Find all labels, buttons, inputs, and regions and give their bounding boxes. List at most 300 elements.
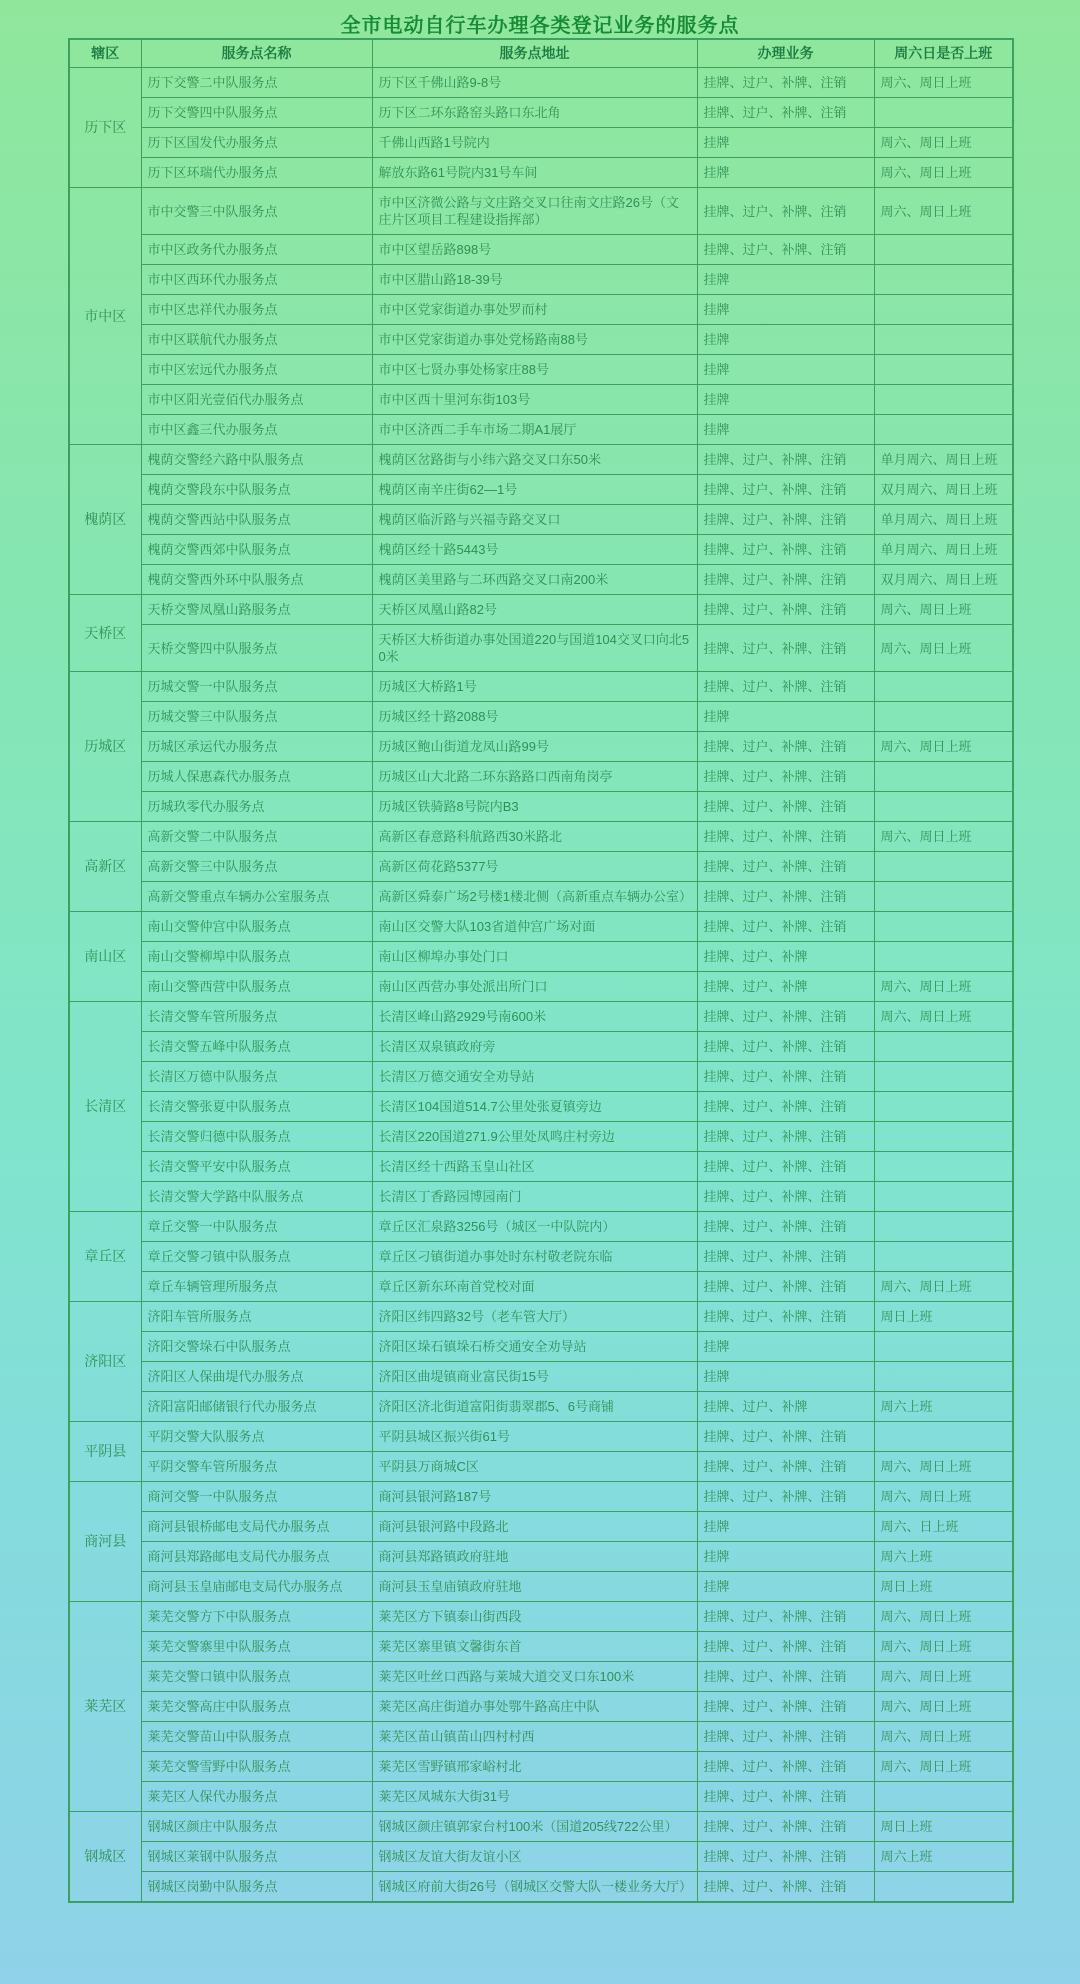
- services-cell: 挂牌、过户、补牌、注销: [697, 882, 874, 912]
- weekend-cell: 双月周六、周日上班: [874, 565, 1013, 595]
- weekend-cell: 周六、周日上班: [874, 1632, 1013, 1662]
- address-cell: 高新区荷花路5377号: [372, 852, 697, 882]
- table-row: [69, 852, 1013, 882]
- weekend-cell: 周六上班: [874, 1842, 1013, 1872]
- services-cell: 挂牌、过户、补牌、注销: [697, 1752, 874, 1782]
- district-cell: 长清区: [69, 1002, 141, 1212]
- service-name-cell: 长清交警五峰中队服务点: [141, 1032, 372, 1062]
- service-name-cell: 历城交警三中队服务点: [141, 702, 372, 732]
- service-name-cell: 章丘交警一中队服务点: [141, 1212, 372, 1242]
- table-row: [69, 1242, 1013, 1272]
- service-name-cell: 历下区环瑞代办服务点: [141, 158, 372, 188]
- service-name-cell: 济阳交警垛石中队服务点: [141, 1332, 372, 1362]
- weekend-cell: 周六、周日上班: [874, 158, 1013, 188]
- service-table-body: [69, 68, 1013, 1903]
- address-cell: 莱芜区寨里镇文馨街东首: [372, 1632, 697, 1662]
- table-row: [69, 1842, 1013, 1872]
- service-name-cell: 市中区忠祥代办服务点: [141, 295, 372, 325]
- services-cell: 挂牌、过户、补牌、注销: [697, 445, 874, 475]
- address-cell: 钢城区颜庄镇郭家台村100米（国道205线722公里）: [372, 1812, 697, 1842]
- address-cell: 市中区腊山路18-39号: [372, 265, 697, 295]
- header-services: 办理业务: [697, 39, 874, 68]
- address-cell: 历城区铁骑路8号院内B3: [372, 792, 697, 822]
- table-row: [69, 702, 1013, 732]
- service-name-cell: 莱芜交警雪野中队服务点: [141, 1752, 372, 1782]
- address-cell: 南山区西营办事处派出所门口: [372, 972, 697, 1002]
- weekend-cell: [874, 295, 1013, 325]
- address-cell: 历城区山大北路二环东路路口西南角岗亭: [372, 762, 697, 792]
- services-cell: 挂牌: [697, 325, 874, 355]
- services-cell: 挂牌、过户、补牌、注销: [697, 1782, 874, 1812]
- services-cell: 挂牌: [697, 702, 874, 732]
- services-cell: 挂牌、过户、补牌、注销: [697, 792, 874, 822]
- service-name-cell: 槐荫交警西郊中队服务点: [141, 535, 372, 565]
- table-row: [69, 475, 1013, 505]
- table-row: [69, 325, 1013, 355]
- address-cell: 天桥区凤凰山路82号: [372, 595, 697, 625]
- table-row: [69, 1812, 1013, 1842]
- service-name-cell: 历城交警一中队服务点: [141, 672, 372, 702]
- table-row: [69, 1122, 1013, 1152]
- weekend-cell: [874, 942, 1013, 972]
- weekend-cell: 双月周六、周日上班: [874, 475, 1013, 505]
- address-cell: 槐荫区美里路与二环西路交叉口南200米: [372, 565, 697, 595]
- table-row: [69, 1212, 1013, 1242]
- service-name-cell: 钢城区莱钢中队服务点: [141, 1842, 372, 1872]
- weekend-cell: 周六、周日上班: [874, 1452, 1013, 1482]
- service-name-cell: 长清交警归德中队服务点: [141, 1122, 372, 1152]
- weekend-cell: 单月周六、周日上班: [874, 535, 1013, 565]
- service-name-cell: 天桥交警四中队服务点: [141, 625, 372, 672]
- service-name-cell: 莱芜交警苗山中队服务点: [141, 1722, 372, 1752]
- service-points-table: [68, 38, 1014, 1903]
- table-row: [69, 1062, 1013, 1092]
- services-cell: 挂牌、过户、补牌、注销: [697, 565, 874, 595]
- table-row: [69, 1092, 1013, 1122]
- service-name-cell: 章丘车辆管理所服务点: [141, 1272, 372, 1302]
- service-name-cell: 高新交警三中队服务点: [141, 852, 372, 882]
- address-cell: 莱芜区凤城东大街31号: [372, 1782, 697, 1812]
- service-name-cell: 商河县郑路邮电支局代办服务点: [141, 1542, 372, 1572]
- service-name-cell: 历下区国发代办服务点: [141, 128, 372, 158]
- services-cell: 挂牌、过户、补牌、注销: [697, 1182, 874, 1212]
- address-cell: 南山区柳埠办事处门口: [372, 942, 697, 972]
- address-cell: 长清区104国道514.7公里处张夏镇旁边: [372, 1092, 697, 1122]
- services-cell: 挂牌: [697, 355, 874, 385]
- weekend-cell: [874, 415, 1013, 445]
- service-name-cell: 历城区承运代办服务点: [141, 732, 372, 762]
- table-row: [69, 1782, 1013, 1812]
- services-cell: 挂牌、过户、补牌、注销: [697, 1602, 874, 1632]
- weekend-cell: [874, 1332, 1013, 1362]
- table-row: [69, 565, 1013, 595]
- weekend-cell: [874, 1122, 1013, 1152]
- weekend-cell: 周六、周日上班: [874, 625, 1013, 672]
- address-cell: 长清区220国道271.9公里处凤鸣庄村旁边: [372, 1122, 697, 1152]
- address-cell: 历城区大桥路1号: [372, 672, 697, 702]
- service-name-cell: 历下交警四中队服务点: [141, 98, 372, 128]
- table-row: [69, 1182, 1013, 1212]
- service-name-cell: 历下交警二中队服务点: [141, 68, 372, 98]
- services-cell: 挂牌、过户、补牌、注销: [697, 1302, 874, 1332]
- weekend-cell: 周六、周日上班: [874, 1482, 1013, 1512]
- services-cell: 挂牌、过户、补牌: [697, 1392, 874, 1422]
- address-cell: 商河县银河路187号: [372, 1482, 697, 1512]
- weekend-cell: [874, 852, 1013, 882]
- services-cell: 挂牌、过户、补牌、注销: [697, 595, 874, 625]
- address-cell: 济阳区垛石镇垛石桥交通安全劝导站: [372, 1332, 697, 1362]
- services-cell: 挂牌、过户、补牌、注销: [697, 732, 874, 762]
- weekend-cell: 单月周六、周日上班: [874, 505, 1013, 535]
- services-cell: 挂牌、过户、补牌、注销: [697, 68, 874, 98]
- weekend-cell: [874, 325, 1013, 355]
- service-name-cell: 天桥交警凤凰山路服务点: [141, 595, 372, 625]
- service-name-cell: 济阳富阳邮储银行代办服务点: [141, 1392, 372, 1422]
- services-cell: 挂牌、过户、补牌、注销: [697, 1242, 874, 1272]
- address-cell: 章丘区新东环南首党校对面: [372, 1272, 697, 1302]
- service-name-cell: 市中区政务代办服务点: [141, 235, 372, 265]
- weekend-cell: [874, 1422, 1013, 1452]
- address-cell: 莱芜区吐丝口西路与莱城大道交叉口东100米: [372, 1662, 697, 1692]
- address-cell: 平阴县万商城C区: [372, 1452, 697, 1482]
- weekend-cell: [874, 762, 1013, 792]
- service-name-cell: 市中交警三中队服务点: [141, 188, 372, 235]
- service-name-cell: 莱芜交警方下中队服务点: [141, 1602, 372, 1632]
- weekend-cell: [874, 672, 1013, 702]
- services-cell: 挂牌、过户、补牌、注销: [697, 1812, 874, 1842]
- table-row: [69, 505, 1013, 535]
- weekend-cell: 周六、周日上班: [874, 822, 1013, 852]
- table-row: [69, 972, 1013, 1002]
- table-row: [69, 1602, 1013, 1632]
- address-cell: 长清区峰山路2929号南600米: [372, 1002, 697, 1032]
- weekend-cell: [874, 1782, 1013, 1812]
- services-cell: 挂牌、过户、补牌、注销: [697, 822, 874, 852]
- header-weekend: 周六日是否上班: [874, 39, 1013, 68]
- table-row: [69, 1692, 1013, 1722]
- service-name-cell: 莱芜交警寨里中队服务点: [141, 1632, 372, 1662]
- address-cell: 平阴县城区振兴街61号: [372, 1422, 697, 1452]
- district-cell: 商河县: [69, 1482, 141, 1602]
- weekend-cell: [874, 1062, 1013, 1092]
- weekend-cell: [874, 1242, 1013, 1272]
- weekend-cell: [874, 1182, 1013, 1212]
- services-cell: 挂牌: [697, 295, 874, 325]
- service-name-cell: 市中区阳光壹佰代办服务点: [141, 385, 372, 415]
- district-cell: 天桥区: [69, 595, 141, 672]
- address-cell: 槐荫区临沂路与兴福寺路交叉口: [372, 505, 697, 535]
- weekend-cell: [874, 1092, 1013, 1122]
- services-cell: 挂牌: [697, 265, 874, 295]
- address-cell: 莱芜区苗山镇苗山四村村西: [372, 1722, 697, 1752]
- district-cell: 济阳区: [69, 1302, 141, 1422]
- table-row: [69, 912, 1013, 942]
- table-row: [69, 882, 1013, 912]
- services-cell: 挂牌、过户、补牌、注销: [697, 1692, 874, 1722]
- weekend-cell: 周六、周日上班: [874, 128, 1013, 158]
- table-row: [69, 265, 1013, 295]
- services-cell: 挂牌、过户、补牌、注销: [697, 235, 874, 265]
- service-name-cell: 长清交警平安中队服务点: [141, 1152, 372, 1182]
- services-cell: 挂牌、过户、补牌、注销: [697, 1032, 874, 1062]
- table-header-row: [69, 39, 1013, 68]
- service-name-cell: 商河交警一中队服务点: [141, 1482, 372, 1512]
- weekend-cell: [874, 912, 1013, 942]
- weekend-cell: 周六、周日上班: [874, 188, 1013, 235]
- services-cell: 挂牌: [697, 385, 874, 415]
- weekend-cell: [874, 702, 1013, 732]
- table-row: [69, 672, 1013, 702]
- table-row: [69, 1392, 1013, 1422]
- services-cell: 挂牌、过户、补牌、注销: [697, 1632, 874, 1662]
- table-row: [69, 595, 1013, 625]
- services-cell: 挂牌: [697, 128, 874, 158]
- service-name-cell: 长清交警车管所服务点: [141, 1002, 372, 1032]
- address-cell: 高新区春意路科航路西30米路北: [372, 822, 697, 852]
- services-cell: 挂牌、过户、补牌、注销: [697, 535, 874, 565]
- district-cell: 市中区: [69, 188, 141, 445]
- address-cell: 历城区鲍山街道龙凤山路99号: [372, 732, 697, 762]
- service-name-cell: 市中区联航代办服务点: [141, 325, 372, 355]
- address-cell: 长清区万德交通安全劝导站: [372, 1062, 697, 1092]
- weekend-cell: 周六上班: [874, 1392, 1013, 1422]
- table-row: [69, 68, 1013, 98]
- district-cell: 章丘区: [69, 1212, 141, 1302]
- weekend-cell: 周六、周日上班: [874, 972, 1013, 1002]
- page-title: 全市电动自行车办理各类登记业务的服务点: [340, 15, 740, 37]
- address-cell: 解放东路61号院内31号车间: [372, 158, 697, 188]
- service-name-cell: 槐荫交警西外环中队服务点: [141, 565, 372, 595]
- services-cell: 挂牌: [697, 1512, 874, 1542]
- services-cell: 挂牌: [697, 1572, 874, 1602]
- table-row: [69, 1362, 1013, 1392]
- weekend-cell: 单月周六、周日上班: [874, 445, 1013, 475]
- address-cell: 商河县银河路中段路北: [372, 1512, 697, 1542]
- table-row: [69, 762, 1013, 792]
- weekend-cell: [874, 98, 1013, 128]
- services-cell: 挂牌、过户、补牌、注销: [697, 1002, 874, 1032]
- service-name-cell: 钢城区颜庄中队服务点: [141, 1812, 372, 1842]
- services-cell: 挂牌、过户、补牌、注销: [697, 1842, 874, 1872]
- address-cell: 天桥区大桥街道办事处国道220与国道104交叉口向北50米: [372, 625, 697, 672]
- weekend-cell: [874, 1872, 1013, 1903]
- services-cell: 挂牌、过户、补牌、注销: [697, 98, 874, 128]
- services-cell: 挂牌、过户、补牌、注销: [697, 1872, 874, 1903]
- services-cell: 挂牌、过户、补牌、注销: [697, 188, 874, 235]
- weekend-cell: 周六、周日上班: [874, 1722, 1013, 1752]
- services-cell: 挂牌、过户、补牌、注销: [697, 1722, 874, 1752]
- services-cell: 挂牌: [697, 1332, 874, 1362]
- services-cell: 挂牌、过户、补牌: [697, 972, 874, 1002]
- table-row: [69, 355, 1013, 385]
- table-row: [69, 385, 1013, 415]
- table-row: [69, 98, 1013, 128]
- service-name-cell: 莱芜交警口镇中队服务点: [141, 1662, 372, 1692]
- address-cell: 莱芜区方下镇泰山街西段: [372, 1602, 697, 1632]
- service-name-cell: 市中区鑫三代办服务点: [141, 415, 372, 445]
- address-cell: 市中区济西二手车市场二期A1展厅: [372, 415, 697, 445]
- table-row: [69, 732, 1013, 762]
- address-cell: 莱芜区雪野镇邢家峪村北: [372, 1752, 697, 1782]
- services-cell: 挂牌、过户、补牌、注销: [697, 912, 874, 942]
- services-cell: 挂牌: [697, 415, 874, 445]
- service-name-cell: 高新交警二中队服务点: [141, 822, 372, 852]
- table-row: [69, 1632, 1013, 1662]
- address-cell: 市中区党家街道办事处罗而村: [372, 295, 697, 325]
- services-cell: 挂牌、过户、补牌、注销: [697, 672, 874, 702]
- address-cell: 长清区丁香路园博园南门: [372, 1182, 697, 1212]
- weekend-cell: 周六、周日上班: [874, 1662, 1013, 1692]
- weekend-cell: [874, 355, 1013, 385]
- weekend-cell: 周六、周日上班: [874, 1602, 1013, 1632]
- weekend-cell: [874, 235, 1013, 265]
- table-row: [69, 1002, 1013, 1032]
- weekend-cell: [874, 1032, 1013, 1062]
- weekend-cell: [874, 1212, 1013, 1242]
- table-row: [69, 188, 1013, 235]
- table-row: [69, 295, 1013, 325]
- service-name-cell: 济阳区人保曲堤代办服务点: [141, 1362, 372, 1392]
- weekend-cell: 周六、周日上班: [874, 68, 1013, 98]
- services-cell: 挂牌、过户、补牌、注销: [697, 852, 874, 882]
- address-cell: 商河县玉皇庙镇政府驻地: [372, 1572, 697, 1602]
- service-name-cell: 济阳车管所服务点: [141, 1302, 372, 1332]
- table-row: [69, 1512, 1013, 1542]
- address-cell: 高新区舜泰广场2号楼1楼北侧（高新重点车辆办公室）: [372, 882, 697, 912]
- district-cell: 历下区: [69, 68, 141, 188]
- services-cell: 挂牌、过户、补牌、注销: [697, 1482, 874, 1512]
- services-cell: 挂牌、过户、补牌、注销: [697, 1272, 874, 1302]
- table-row: [69, 128, 1013, 158]
- address-cell: 钢城区友谊大街友谊小区: [372, 1842, 697, 1872]
- service-name-cell: 商河县玉皇庙邮电支局代办服务点: [141, 1572, 372, 1602]
- table-row: [69, 1872, 1013, 1903]
- service-name-cell: 长清交警张夏中队服务点: [141, 1092, 372, 1122]
- service-name-cell: 历城人保惠森代办服务点: [141, 762, 372, 792]
- weekend-cell: [874, 882, 1013, 912]
- weekend-cell: 周六、周日上班: [874, 1752, 1013, 1782]
- table-row: [69, 1752, 1013, 1782]
- service-name-cell: 市中区西环代办服务点: [141, 265, 372, 295]
- services-cell: 挂牌、过户、补牌、注销: [697, 1122, 874, 1152]
- address-cell: 市中区党家街道办事处党杨路南88号: [372, 325, 697, 355]
- services-cell: 挂牌、过户、补牌、注销: [697, 1662, 874, 1692]
- address-cell: 市中区济微公路与文庄路交叉口往南文庄路26号（文庄片区项目工程建设指挥部）: [372, 188, 697, 235]
- services-cell: 挂牌、过户、补牌、注销: [697, 762, 874, 792]
- district-cell: 槐荫区: [69, 445, 141, 595]
- service-name-cell: 平阴交警车管所服务点: [141, 1452, 372, 1482]
- table-row: [69, 1032, 1013, 1062]
- address-cell: 南山区交警大队103省道仲宫广场对面: [372, 912, 697, 942]
- table-row: [69, 1272, 1013, 1302]
- address-cell: 长清区双泉镇政府旁: [372, 1032, 697, 1062]
- service-name-cell: 章丘交警刁镇中队服务点: [141, 1242, 372, 1272]
- address-cell: 商河县郑路镇政府驻地: [372, 1542, 697, 1572]
- table-row: [69, 1662, 1013, 1692]
- service-name-cell: 莱芜交警高庄中队服务点: [141, 1692, 372, 1722]
- weekend-cell: 周六、周日上班: [874, 1002, 1013, 1032]
- services-cell: 挂牌、过户、补牌、注销: [697, 1212, 874, 1242]
- service-name-cell: 槐荫交警经六路中队服务点: [141, 445, 372, 475]
- table-row: [69, 235, 1013, 265]
- table-row: [69, 1542, 1013, 1572]
- table-row: [69, 158, 1013, 188]
- address-cell: 莱芜区高庄街道办事处鄂牛路高庄中队: [372, 1692, 697, 1722]
- service-name-cell: 市中区宏远代办服务点: [141, 355, 372, 385]
- services-cell: 挂牌: [697, 158, 874, 188]
- address-cell: 市中区七贤办事处杨家庄88号: [372, 355, 697, 385]
- weekend-cell: 周六、日上班: [874, 1512, 1013, 1542]
- table-row: [69, 625, 1013, 672]
- weekend-cell: [874, 1362, 1013, 1392]
- address-cell: 槐荫区岔路街与小纬六路交叉口东50米: [372, 445, 697, 475]
- services-cell: 挂牌: [697, 1542, 874, 1572]
- address-cell: 历下区千佛山路9-8号: [372, 68, 697, 98]
- address-cell: 历下区二环东路窑头路口东北角: [372, 98, 697, 128]
- service-name-cell: 长清交警大学路中队服务点: [141, 1182, 372, 1212]
- address-cell: 章丘区汇泉路3256号（城区一中队院内）: [372, 1212, 697, 1242]
- service-name-cell: 莱芜区人保代办服务点: [141, 1782, 372, 1812]
- service-name-cell: 南山交警柳埠中队服务点: [141, 942, 372, 972]
- address-cell: 千佛山西路1号院内: [372, 128, 697, 158]
- service-name-cell: 南山交警仲宫中队服务点: [141, 912, 372, 942]
- weekend-cell: 周日上班: [874, 1572, 1013, 1602]
- address-cell: 槐荫区南辛庄街62—1号: [372, 475, 697, 505]
- services-cell: 挂牌、过户、补牌、注销: [697, 1452, 874, 1482]
- service-name-cell: 高新交警重点车辆办公室服务点: [141, 882, 372, 912]
- weekend-cell: [874, 792, 1013, 822]
- district-cell: 历城区: [69, 672, 141, 822]
- services-cell: 挂牌、过户、补牌: [697, 942, 874, 972]
- district-cell: 平阴县: [69, 1422, 141, 1482]
- address-cell: 章丘区刁镇街道办事处时东村敬老院东临: [372, 1242, 697, 1272]
- table-row: [69, 415, 1013, 445]
- table-row: [69, 1422, 1013, 1452]
- table-row: [69, 1332, 1013, 1362]
- address-cell: 槐荫区经十路5443号: [372, 535, 697, 565]
- address-cell: 长清区经十西路玉皇山社区: [372, 1152, 697, 1182]
- header-service-name: 服务点名称: [141, 39, 372, 68]
- address-cell: 济阳区纬四路32号（老车管大厅）: [372, 1302, 697, 1332]
- service-name-cell: 商河县银桥邮电支局代办服务点: [141, 1512, 372, 1542]
- weekend-cell: [874, 1152, 1013, 1182]
- service-name-cell: 南山交警西营中队服务点: [141, 972, 372, 1002]
- services-cell: 挂牌、过户、补牌、注销: [697, 1062, 874, 1092]
- weekend-cell: 周六、周日上班: [874, 595, 1013, 625]
- services-cell: 挂牌、过户、补牌、注销: [697, 475, 874, 505]
- service-name-cell: 槐荫交警西站中队服务点: [141, 505, 372, 535]
- table-row: [69, 1482, 1013, 1512]
- weekend-cell: 周日上班: [874, 1302, 1013, 1332]
- weekend-cell: 周六、周日上班: [874, 1272, 1013, 1302]
- address-cell: 市中区望岳路898号: [372, 235, 697, 265]
- address-cell: 历城区经十路2088号: [372, 702, 697, 732]
- table-row: [69, 942, 1013, 972]
- service-name-cell: 钢城区岗勤中队服务点: [141, 1872, 372, 1903]
- services-cell: 挂牌、过户、补牌、注销: [697, 1152, 874, 1182]
- services-cell: 挂牌: [697, 1362, 874, 1392]
- weekend-cell: 周六、周日上班: [874, 732, 1013, 762]
- table-row: [69, 792, 1013, 822]
- table-row: [69, 1302, 1013, 1332]
- address-cell: 钢城区府前大街26号（钢城区交警大队一楼业务大厅）: [372, 1872, 697, 1903]
- address-cell: 济阳区济北街道富阳街翡翠郡5、6号商铺: [372, 1392, 697, 1422]
- table-row: [69, 1452, 1013, 1482]
- service-name-cell: 长清区万德中队服务点: [141, 1062, 372, 1092]
- service-name-cell: 槐荫交警段东中队服务点: [141, 475, 372, 505]
- table-row: [69, 445, 1013, 475]
- services-cell: 挂牌、过户、补牌、注销: [697, 505, 874, 535]
